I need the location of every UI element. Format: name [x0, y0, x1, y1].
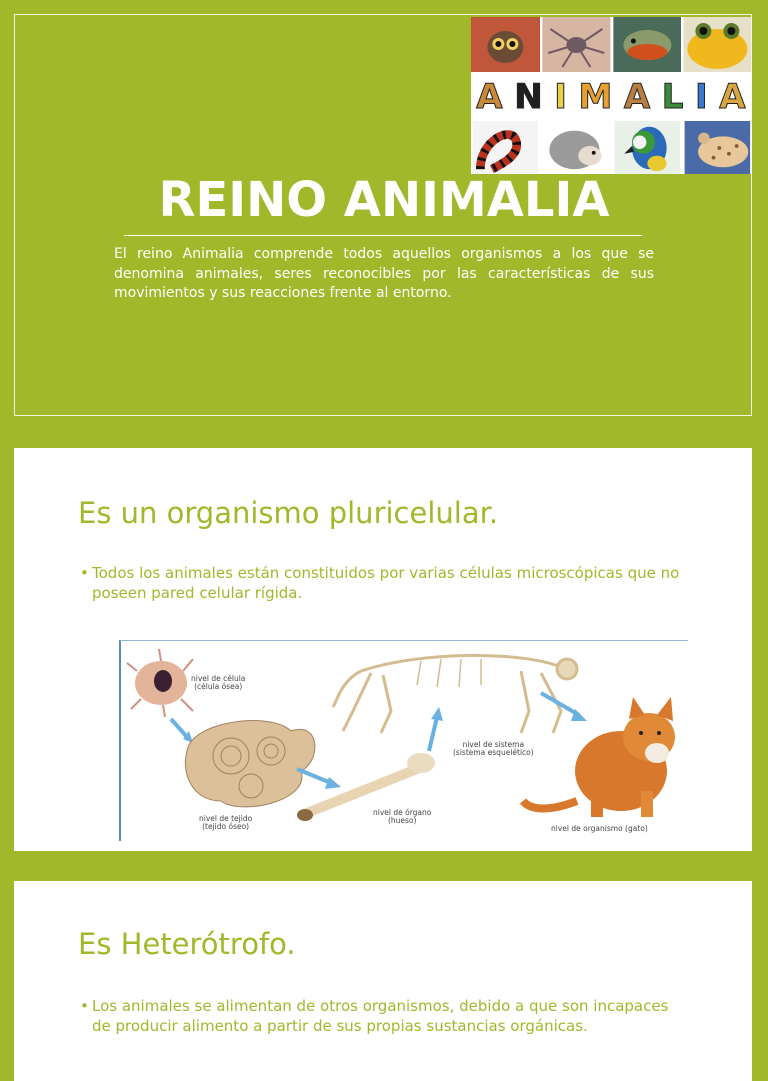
bullet-dot-icon: • — [80, 997, 89, 1015]
slide-heading: Es un organismo pluricelular. — [78, 496, 499, 530]
title-divider — [124, 235, 642, 236]
bullet-text: Los animales se alimentan de otros organismos, debido a que son incapaces de producir alimento a partir de sus propias sustancias orgánicas. — [92, 997, 669, 1035]
banner-letter: A — [719, 76, 747, 117]
slide-heading: Es Heterótrofo. — [78, 927, 296, 961]
bullet-item — [80, 564, 680, 603]
bullet-dot-icon: • — [80, 564, 89, 582]
organ-level-label: nivel de órgano (hueso) — [373, 808, 432, 825]
bullet-text: Todos los animales están constituidos por varias células microscópicas que no poseen pared celular rígida. — [92, 564, 680, 602]
parrot-photo — [613, 121, 682, 174]
banner-letter: M — [578, 76, 614, 117]
page-title: REINO ANIMALIA — [158, 172, 610, 228]
cell-level-label: nivel de célula (célula ósea) — [191, 674, 246, 691]
organism-level-label: nivel de organismo (gato) — [551, 824, 648, 833]
snake-photo — [471, 121, 540, 174]
tissue-level-label: nivel de tejido (tejido óseo) — [199, 814, 253, 831]
tarsier-photo — [471, 17, 540, 72]
orange-cat-illustration — [523, 697, 675, 817]
animal-collage-image — [471, 17, 752, 174]
slide-card — [14, 448, 752, 851]
slide-heterotrofo — [0, 866, 768, 1035]
animalia-banner — [471, 74, 752, 119]
slide-card — [14, 881, 752, 1081]
slide-title — [0, 0, 768, 432]
banner-letter: A — [476, 76, 504, 117]
slide-pluricelular — [0, 432, 768, 866]
piranha-photo — [613, 17, 682, 72]
banner-letter: L — [661, 76, 685, 117]
gecko-photo — [683, 121, 752, 174]
bone-tissue-illustration — [185, 721, 315, 807]
intro-paragraph: El reino Animalia comprende todos aquellos organismos a los que se denomina animales, seres reconocibles por las características de sus movimientos y sus reacciones frente al entorno. — [114, 246, 654, 301]
frog-photo — [683, 17, 752, 72]
system-level-label: nivel de sistema (sistema esquelético) — [453, 740, 534, 757]
bullet-item — [80, 997, 670, 1036]
banner-letter: I — [554, 76, 568, 117]
banner-letter: A — [623, 76, 652, 117]
bone-cell-illustration — [127, 649, 193, 717]
hedgehog-photo — [542, 121, 611, 174]
tarantula-photo — [542, 17, 611, 72]
organization-levels-diagram — [119, 640, 688, 841]
banner-letter: I — [695, 76, 709, 117]
banner-letter: N — [514, 76, 544, 117]
